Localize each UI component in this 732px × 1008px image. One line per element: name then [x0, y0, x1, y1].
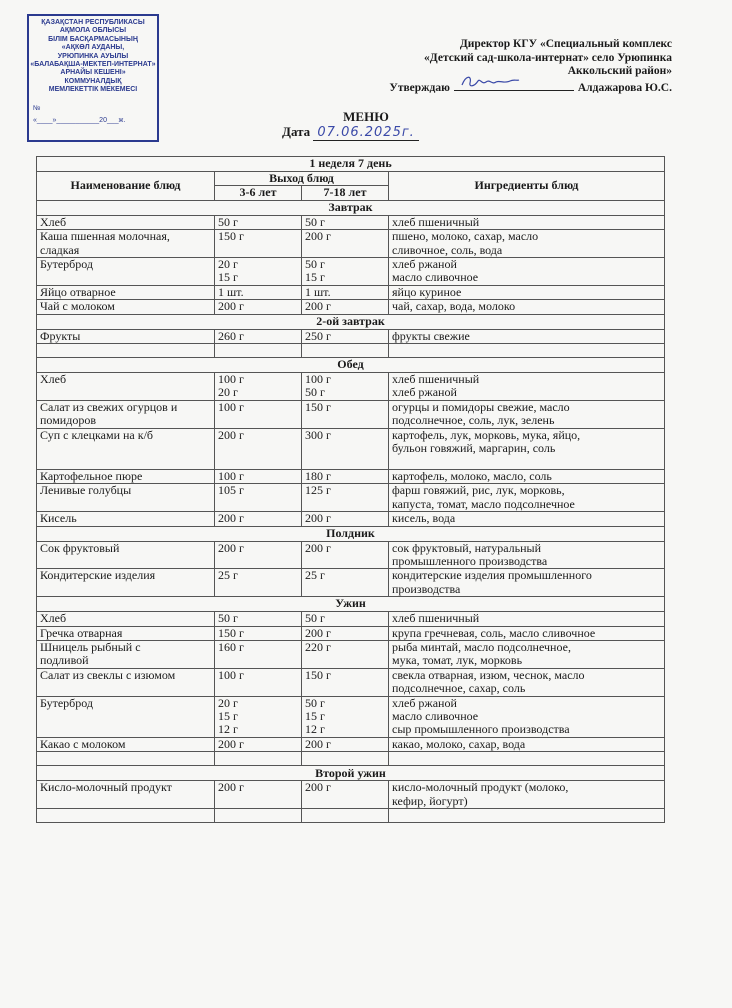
dish-name: Чай с молоком — [40, 299, 115, 314]
dish-name: Бутерброд — [40, 696, 94, 710]
stamp-line: «БАЛАБАҚША-МЕКТЕП-ИНТЕРНАТ» — [30, 61, 156, 69]
portion-3-6: 105 г — [218, 483, 244, 498]
ingredients-cell — [389, 626, 665, 640]
ingredients: хлеб ржаной — [392, 257, 457, 272]
portion-7-18: 220 г — [305, 640, 331, 654]
section-row — [37, 358, 665, 373]
dish-name-cell — [37, 512, 215, 526]
portion-3-6: 20 г — [218, 257, 238, 272]
stamp-number-line: № — [33, 104, 41, 112]
ingredients: хлеб пшеничный — [392, 372, 480, 387]
header-row — [37, 172, 665, 186]
section-title: Полдник — [37, 526, 665, 541]
dish-name-cell — [37, 737, 215, 751]
dish-name-cell — [37, 569, 215, 597]
portion-3-6-cell — [215, 329, 302, 343]
ingredients: капуста, томат, масло подсолнечное — [392, 496, 575, 511]
approval-line-2: «Детский сад-школа-интернат» село Урюпинка — [424, 51, 672, 64]
ingredients: чай, сахар, вода, молоко — [392, 299, 516, 314]
empty-cell — [37, 809, 215, 823]
dish-name-cell — [37, 696, 215, 737]
portion-7-18-cell — [302, 781, 389, 809]
empty-cell — [302, 752, 389, 766]
dish-name-cell — [37, 612, 215, 626]
dish-name: Хлеб — [40, 372, 67, 387]
portion-7-18: 180 г — [305, 469, 331, 483]
table-row — [37, 300, 665, 314]
portion-3-6: 15 г — [218, 709, 238, 723]
portion-3-6: 150 г — [218, 626, 244, 640]
portion-7-18: 50 г — [305, 611, 325, 626]
ingredients: кефир, йогурт) — [392, 793, 468, 808]
ingredients: крупа гречневая, соль, масло сливочное — [392, 626, 596, 640]
ingredients-cell — [389, 230, 665, 258]
portion-7-18: 200 г — [305, 299, 331, 314]
stamp-line: ҚАЗАҚСТАН РЕСПУБЛИКАСЫ — [41, 19, 145, 26]
ingredients-cell — [389, 469, 665, 483]
ingredients: масло сливочное — [392, 270, 479, 285]
ingredients: подсолнечное, соль, лук, зелень — [392, 413, 555, 428]
dish-name-cell — [37, 215, 215, 229]
section-title: Обед — [37, 358, 665, 373]
menu-title: МЕНЮ — [343, 109, 389, 124]
empty-cell — [389, 344, 665, 358]
ingredients-cell — [389, 329, 665, 343]
portion-3-6-cell — [215, 541, 302, 569]
portion-3-6-cell — [215, 696, 302, 737]
empty-cell — [302, 344, 389, 358]
table-row — [37, 512, 665, 526]
portion-7-18: 200 г — [305, 626, 331, 640]
portion-7-18: 250 г — [305, 329, 331, 343]
portion-3-6: 260 г — [218, 329, 244, 343]
ingredients-cell — [389, 781, 665, 809]
approval-line-3: Аккольский район» — [567, 65, 672, 77]
portion-7-18: 12 г — [305, 722, 325, 737]
section-row — [37, 200, 665, 215]
portion-3-6-cell — [215, 512, 302, 526]
section-title: Ужин — [37, 597, 665, 612]
portion-7-18-cell — [302, 258, 389, 286]
empty-row — [37, 752, 665, 766]
ingredients-cell — [389, 258, 665, 286]
portion-7-18: 50 г — [305, 215, 325, 229]
ingredients: подсолнечное, сахар, соль — [392, 681, 526, 696]
portion-3-6: 200 г — [218, 780, 244, 795]
ingredients-cell — [389, 300, 665, 314]
dish-name-cell — [37, 300, 215, 314]
ingredients — [392, 456, 661, 469]
table-row — [37, 484, 665, 512]
portion-3-6-cell — [215, 781, 302, 809]
ingredients: кисель, вода — [392, 511, 456, 526]
dish-name: Какао с молоком — [40, 737, 126, 751]
dish-name-cell — [37, 469, 215, 483]
ingredients-cell — [389, 569, 665, 597]
table-row — [37, 400, 665, 428]
dish-name-cell — [37, 484, 215, 512]
ingredients-cell — [389, 285, 665, 299]
ingredients: сок фруктовый, натуральный — [392, 541, 542, 555]
dish-name: Кисло-молочный продукт — [40, 780, 172, 795]
portion-3-6: 100 г — [218, 668, 244, 682]
portion-3-6: 50 г — [218, 611, 238, 626]
portion-3-6: 150 г — [218, 229, 244, 244]
approval-block — [389, 38, 672, 95]
portion-7-18-cell — [302, 373, 389, 401]
portion-7-18-cell — [302, 512, 389, 526]
portion-7-18-cell — [302, 230, 389, 258]
ingredients-cell — [389, 668, 665, 696]
table-row — [37, 696, 665, 737]
ingredients-cell — [389, 541, 665, 569]
dish-name-cell — [37, 668, 215, 696]
ingredients-cell — [389, 612, 665, 626]
header-age-3-6: 3-6 лет — [215, 186, 302, 200]
ingredients: кисло-молочный продукт (молоко, — [392, 780, 569, 795]
portion-3-6-cell — [215, 230, 302, 258]
portion-3-6-cell — [215, 737, 302, 751]
portion-7-18-cell — [302, 541, 389, 569]
header-output: Выход блюд — [215, 172, 389, 186]
table-row — [37, 285, 665, 299]
empty-cell — [215, 344, 302, 358]
empty-cell — [37, 752, 215, 766]
table-row — [37, 626, 665, 640]
stamp-line: КОММУНАЛДЫҚ — [64, 77, 122, 85]
empty-cell — [215, 752, 302, 766]
approval-signature-row — [389, 79, 672, 96]
portion-7-18: 150 г — [305, 668, 331, 682]
portion-3-6-cell — [215, 640, 302, 668]
dish-name-cell — [37, 285, 215, 299]
portion-7-18-cell — [302, 640, 389, 668]
portion-3-6-cell — [215, 215, 302, 229]
ingredients: пшено, молоко, сахар, масло — [392, 229, 539, 244]
table-row — [37, 569, 665, 597]
dish-name: Ленивые голубцы — [40, 483, 132, 498]
ingredients: хлеб ржаной — [392, 696, 457, 710]
director-name: Алдажарова Ю.С. — [577, 81, 672, 94]
table-row — [37, 329, 665, 343]
portion-7-18-cell — [302, 469, 389, 483]
week-label: 1 неделя 7 день — [37, 157, 665, 172]
header-age-7-18: 7-18 лет — [302, 186, 389, 200]
section-title: Завтрак — [37, 200, 665, 215]
stamp-line: «АҚКӨЛ АУДАНЫ, — [61, 44, 125, 52]
portion-7-18: 50 г — [305, 696, 325, 710]
ingredients: яйцо куриное — [392, 285, 462, 299]
table-row — [37, 230, 665, 258]
signature-line — [454, 79, 574, 91]
dish-name: Гречка отварная — [40, 626, 123, 640]
portion-7-18: 300 г — [305, 428, 331, 442]
header-ingredients: Ингредиенты блюд — [389, 172, 665, 201]
stamp-line: АРНАЙЫ КЕШЕНІ» — [60, 69, 126, 77]
dish-name-cell — [37, 329, 215, 343]
menu-table — [36, 156, 665, 823]
empty-cell — [389, 752, 665, 766]
ingredients: кондитерские изделия промышленного — [392, 568, 592, 583]
ingredients: сыр промышленного производства — [392, 722, 570, 737]
dish-name: Фрукты — [40, 329, 81, 343]
portion-7-18: 25 г — [305, 568, 325, 583]
dish-name: Шницель рыбный с — [40, 640, 141, 654]
portion-7-18: 100 г — [305, 372, 331, 387]
table-row — [37, 258, 665, 286]
portion-3-6: 25 г — [218, 568, 238, 583]
table-row — [37, 428, 665, 469]
empty-cell — [302, 809, 389, 823]
portion-7-18: 200 г — [305, 541, 331, 555]
dish-name: подливой — [40, 653, 89, 668]
portion-3-6: 160 г — [218, 640, 244, 654]
portion-7-18-cell — [302, 215, 389, 229]
portion-3-6: 20 г — [218, 385, 238, 400]
portion-7-18: 1 шт. — [305, 285, 331, 299]
portion-7-18: 200 г — [305, 229, 331, 244]
menu-date — [282, 124, 419, 141]
ingredients: хлеб ржаной — [392, 385, 457, 400]
table-row — [37, 737, 665, 751]
signature-icon — [460, 73, 520, 91]
dish-name: Хлеб — [40, 611, 67, 626]
dish-name: Картофельное пюре — [40, 469, 143, 483]
portion-3-6: 1 шт. — [218, 285, 244, 299]
ingredients: хлеб пшеничный — [392, 611, 480, 626]
portion-7-18: 200 г — [305, 737, 331, 751]
dish-name-cell — [37, 626, 215, 640]
dish-name: Яйцо отварное — [40, 285, 116, 299]
dish-name-cell — [37, 428, 215, 469]
portion-3-6: 50 г — [218, 215, 238, 229]
dish-name: Каша пшенная молочная, — [40, 229, 170, 244]
portion-3-6-cell — [215, 285, 302, 299]
portion-7-18: 125 г — [305, 483, 331, 498]
section-row — [37, 526, 665, 541]
portion-3-6: 15 г — [218, 270, 238, 285]
ingredients-cell — [389, 640, 665, 668]
stamp-line: АҚМОЛА ОБЛЫСЫ — [59, 27, 127, 35]
portion-7-18-cell — [302, 400, 389, 428]
portion-3-6: 100 г — [218, 372, 244, 387]
portion-3-6: 20 г — [218, 696, 238, 710]
portion-7-18-cell — [302, 612, 389, 626]
dish-name: Хлеб — [40, 215, 67, 229]
ingredients-cell — [389, 737, 665, 751]
ingredients-cell — [389, 428, 665, 469]
portion-3-6: 100 г — [218, 469, 244, 483]
portion-7-18-cell — [302, 329, 389, 343]
portion-7-18: 200 г — [305, 780, 331, 795]
portion-7-18: 50 г — [305, 385, 325, 400]
table-row — [37, 612, 665, 626]
portion-7-18: 15 г — [305, 709, 325, 723]
portion-3-6: 200 г — [218, 428, 244, 442]
portion-7-18-cell — [302, 300, 389, 314]
ingredients: производства — [392, 581, 461, 596]
portion-3-6-cell — [215, 569, 302, 597]
dish-name: Бутерброд — [40, 257, 94, 272]
stamp-line: МЕМЛЕКЕТТІК МЕКЕМЕСІ — [48, 86, 138, 94]
table-row — [37, 373, 665, 401]
empty-row — [37, 344, 665, 358]
dish-name: Кисель — [40, 511, 77, 526]
dish-name: сладкая — [40, 242, 80, 257]
portion-3-6-cell — [215, 626, 302, 640]
section-row — [37, 597, 665, 612]
table-row — [37, 469, 665, 483]
ingredients: рыба минтай, масло подсолнечное, — [392, 640, 571, 654]
portion-3-6-cell — [215, 400, 302, 428]
dish-name: Кондитерские изделия — [40, 568, 156, 583]
ingredients-cell — [389, 215, 665, 229]
portion-3-6-cell — [215, 469, 302, 483]
portion-3-6-cell — [215, 484, 302, 512]
dish-name: Салат из свеклы с изюмом — [40, 668, 176, 682]
dish-name: Суп с клецками на к/б — [40, 428, 154, 442]
section-title: Второй ужин — [37, 766, 665, 781]
table-row — [37, 541, 665, 569]
portion-3-6: 200 г — [218, 541, 244, 555]
ingredients-cell — [389, 484, 665, 512]
section-row — [37, 766, 665, 781]
ingredients: какао, молоко, сахар, вода — [392, 737, 526, 751]
portion-7-18: 150 г — [305, 400, 331, 414]
portion-7-18-cell — [302, 569, 389, 597]
ingredients: фарш говяжий, рис, лук, морковь, — [392, 483, 565, 498]
ingredients: хлеб пшеничный — [392, 215, 480, 229]
ingredients: картофель, лук, морковь, мука, яйцо, — [392, 428, 581, 442]
portion-3-6: 200 г — [218, 737, 244, 751]
portion-3-6: 200 г — [218, 511, 244, 526]
approve-word: Утверждаю — [389, 81, 450, 94]
portion-7-18: 50 г — [305, 257, 325, 272]
dish-name-cell — [37, 373, 215, 401]
section-title: 2-ой завтрак — [37, 314, 665, 329]
approval-line-1: Директор КГУ «Специальный комплекс — [459, 38, 672, 50]
ingredients: картофель, молоко, масло, соль — [392, 469, 552, 483]
ingredients: фрукты свежие — [392, 329, 470, 343]
week-row — [37, 157, 665, 172]
dish-name: Сок фруктовый — [40, 541, 120, 555]
ingredients: масло сливочное — [392, 709, 479, 723]
empty-cell — [37, 344, 215, 358]
portion-3-6-cell — [215, 300, 302, 314]
portion-3-6: 200 г — [218, 299, 244, 314]
ingredients-cell — [389, 373, 665, 401]
portion-7-18-cell — [302, 484, 389, 512]
stamp-date-line: «____»___________20___ж. — [33, 117, 126, 125]
portion-7-18-cell — [302, 737, 389, 751]
dish-name: Салат из свежих огурцов и — [40, 400, 178, 414]
portion-3-6-cell — [215, 428, 302, 469]
ingredients: свекла отварная, изюм, чеснок, масло — [392, 668, 585, 682]
ingredients: мука, томат, лук, морковь — [392, 653, 523, 668]
stamp-line: УРЮПИНКА АУЫЛЫ — [57, 52, 129, 60]
empty-cell — [389, 809, 665, 823]
dish-name-cell — [37, 640, 215, 668]
date-label: Дата — [282, 124, 311, 139]
portion-7-18: 15 г — [305, 270, 325, 285]
dish-name-cell — [37, 258, 215, 286]
portion-7-18-cell — [302, 428, 389, 469]
portion-3-6-cell — [215, 258, 302, 286]
portion-7-18-cell — [302, 285, 389, 299]
portion-7-18-cell — [302, 696, 389, 737]
date-value: 07.06.2025г. — [313, 125, 418, 141]
dish-name: помидоров — [40, 413, 96, 428]
empty-row — [37, 809, 665, 823]
table-row — [37, 668, 665, 696]
portion-7-18-cell — [302, 626, 389, 640]
ingredients-cell — [389, 400, 665, 428]
header-dish-name: Наименование блюд — [37, 172, 215, 201]
empty-cell — [215, 809, 302, 823]
ingredients-cell — [389, 696, 665, 737]
dish-name-cell — [37, 541, 215, 569]
section-row — [37, 314, 665, 329]
ingredients-cell — [389, 512, 665, 526]
stamp-line: БІЛІМ БАСҚАРМАСЫНЫҢ — [48, 35, 138, 43]
table-row — [37, 640, 665, 668]
ingredients: бульон говяжий, маргарин, соль — [392, 441, 556, 456]
ingredients: сливочное, соль, вода — [392, 242, 503, 257]
portion-3-6-cell — [215, 373, 302, 401]
portion-3-6: 100 г — [218, 400, 244, 414]
table-row — [37, 781, 665, 809]
portion-3-6-cell — [215, 668, 302, 696]
dish-name-cell — [37, 400, 215, 428]
dish-name-cell — [37, 781, 215, 809]
table-row — [37, 215, 665, 229]
dish-name-cell — [37, 230, 215, 258]
portion-7-18: 200 г — [305, 511, 331, 526]
ingredients: промышленного производства — [392, 553, 548, 568]
portion-3-6-cell — [215, 612, 302, 626]
portion-3-6: 12 г — [218, 722, 238, 737]
ingredients: огурцы и помидоры свежие, масло — [392, 400, 570, 414]
portion-7-18-cell — [302, 668, 389, 696]
